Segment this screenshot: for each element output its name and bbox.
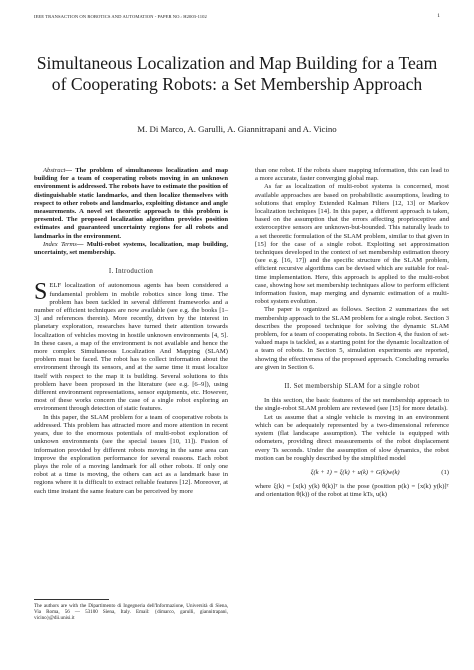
- intro-paragraph-2: In this paper, the SLAM problem for a team of cooperative robots is addressed. This problem has attracted more and more attention in recent years, due to the enormous potentials of multi-robot exploration of unknown environments (see the special issues [10, 11]). Fusion of information provided by different robots moving in the same area can improve the exploration performance for several reasons. Each robot plays the role of a moving landmark for all other robots. If only one robot at a time is moving, the others can act as a landmark base in regions where it is difficult to extract reliable features [12]. Moreover, at each time instant the same feature can be perceived by more: [34, 413, 228, 495]
- page-number: 1: [437, 13, 440, 19]
- intro-paragraph-1-text: ELF localization of autonomous agents has been considered a fundamental problem in mobile robotics since long time. The problem has been tackled in several different frameworks and a number of efficient techniques are now available (see e.g. the books [1–3] and references therein). More recently, driven by the interest in planetary exploration, researches have turned their attention towards localization of vehicles moving in hostile unknown environments [4, 5]. In these cases, a map of the environment is not available and hence the more complex Simultaneous Localization And Mapping (SLAM) problem must be faced. The robot has to collect information about the environment through its sensors, and at the same time it must localize itself with respect to the map it is building. Several solutions to this problem have been proposed in the literature (see e.g. [6–9]), using different environment representations, sensor equipments, etc. However, most of these works concern the case of a single robot exploring an environment through detection of static features.: [34, 282, 228, 413]
- section-heading-introduction: I. Introduction: [108, 268, 154, 276]
- paragraph-vehicle-model: Let us assume that a single vehicle is moving in an environment which can be adequately represented by a two-dimensional reference system (flat landscape assumption). The vehicle is equipped with odometers, providing direct measurements of the robot displacement every Ts seconds. Under the assumption of slow dynamics, the robot motion can be roughly described by the simplified model: [255, 413, 449, 462]
- paragraph-pose-definition: where ξ(k) = [x(k) y(k) θ(k)]ᵀ is the pose (position p(k) = [x(k) y(k)]ᵀ and orientation θ(k)) of the robot at time kTs, u(k): [255, 483, 449, 499]
- abstract: [34, 167, 228, 241]
- equation-1: [255, 469, 449, 477]
- left-column: [34, 167, 228, 496]
- paragraph-section-intro: In this section, the basic features of the set membership approach to the single-robot SLAM problem are reviewed (see [15] for more details).: [255, 397, 449, 413]
- right-column: [255, 167, 449, 500]
- drop-cap: S: [34, 279, 48, 306]
- index-terms: [34, 241, 228, 257]
- abstract-label: Abstract: [43, 167, 66, 174]
- index-terms-text: — Multi-robot systems, localization, map building, uncertainty, set membership.: [34, 240, 228, 257]
- section-heading-single-robot: II. Set membership SLAM for a single robot: [284, 383, 420, 391]
- paper-title: Simultaneous Localization and Map Building for a Team of Cooperating Robots: a Set Membership Approach: [36, 53, 438, 94]
- running-header: IEEE TRANSACTION ON ROBOTICS AND AUTOMATION - PAPER NO.: H2003-1102: [34, 14, 207, 19]
- paper-authors: M. Di Marco, A. Garulli, A. Giannitrapani and A. Vicino: [137, 124, 337, 134]
- author-footnote: The authors are with the Dipartimento di Ingegneria dell'Informazione, Università di Siena, Via Roma, 56 — 53100 Siena, Italy. Email: {dimarco, garulli, giannitrapani, vicino}@dii.unisi.it: [34, 603, 228, 622]
- equation-number: (1): [441, 468, 449, 476]
- paragraph-multi-robot: As far as localization of multi-robot systems is concerned, most available approaches are based on probabilistic assumptions, leading to solutions that employ Extended Kalman Filters [12, 13] or Markov localization techniques [14]. In this paper, a different approach is taken, based on the assumption that the errors affecting proprioceptive and exteroceptive sensors are unknown-but-bounded. This naturally leads to a set theoretic formulation of the SLAM problem, similar to that given in [15] for the case of a single robot. Exploiting set approximation techniques developed in the context of set membership estimation theory (see e.g. [16, 17]) and the specific structure of the SLAM problem, efficient recursive algorithms can be devised which are suitable for real-time implementation. Here, this approach is applied to the multi-robot case, showing how set membership techniques allow to perform efficient information fusion, map merging and dynamic estimation of a multi-robot system evolution.: [255, 183, 449, 306]
- abstract-text: — The problem of simultaneous localization and map building for a team of cooperating robots moving in an unknown environment is addressed. The robots have to estimate the position of distinguishable static landmarks, and then localize themselves with respect to other robots and landmarks, exploiting distance and angle measurements. A novel set theoretic approach to this problem is presented. The proposed localization algorithm provides position estimates and guaranteed uncertainty regions for all robots and landmarks in the environment.: [34, 167, 228, 240]
- index-terms-label: Index Terms: [43, 240, 77, 248]
- paragraph-continuation: than one robot. If the robots share mapping information, this can lead to a more accurate, faster converging global map.: [255, 167, 449, 183]
- footnote-rule: [34, 599, 109, 600]
- paragraph-organization: The paper is organized as follows. Section 2 summarizes the set membership approach to the SLAM problem for a single robot. Section 3 describes the proposed technique for solving the dynamic SLAM problem, for a team of cooperating robots. In Section 4, the fusion of set-valued maps is tackled, as a starting point for the dynamic localization of a team of robots. In Section 5, simulation experiments are reported, showing the effectiveness of the proposed approach. Concluding remarks are given in Section 6.: [255, 306, 449, 371]
- equation-body: ξ(k + 1) = ξ(k) + u(k) + G(k)w(k): [310, 468, 400, 476]
- intro-paragraph-1: [34, 279, 228, 413]
